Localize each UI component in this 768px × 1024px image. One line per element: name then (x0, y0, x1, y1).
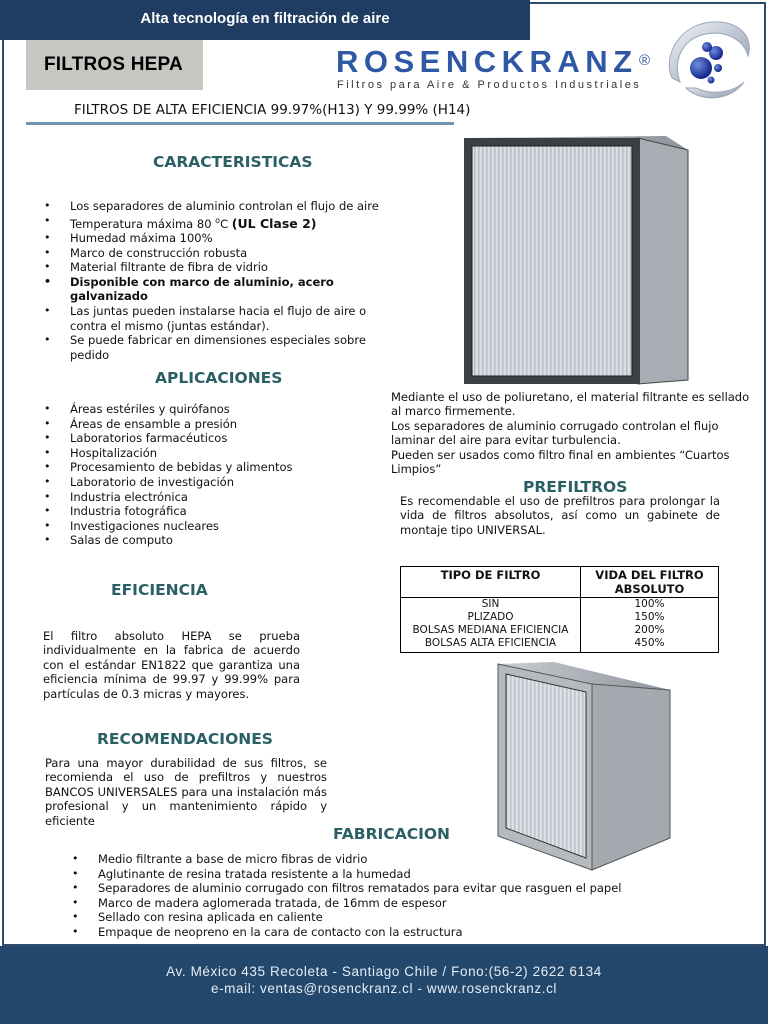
temp-unit: C (220, 216, 229, 231)
caracteristicas-list (44, 199, 404, 362)
list-item: • Las juntas pueden instalarse hacia el flujo de aire o contra el mismo (juntas estándar). (44, 304, 384, 333)
hepa-filter-photo-icon (494, 660, 672, 872)
list-item: • Aglutinante de resina tratada resistente a la humedad (72, 867, 692, 882)
table-cell: 100% (581, 598, 719, 612)
list-item: • Investigaciones nucleares (44, 519, 364, 534)
list-item: • Marco de construcción robusta (44, 246, 404, 261)
table-cell: SIN (481, 598, 500, 610)
list-item: • Industria electrónica (44, 490, 364, 505)
list-item (44, 214, 404, 231)
table-cell: 200% (581, 624, 719, 637)
heading-aplicaciones: APLICACIONES (155, 369, 283, 387)
heading-fabricacion: FABRICACION (333, 825, 450, 843)
footer (0, 946, 768, 1024)
rosenckranz-logo-icon (660, 16, 756, 108)
list-item: • Salas de computo (44, 533, 364, 548)
product-title: FILTROS HEPA (44, 54, 183, 75)
heading-eficiencia: EFICIENCIA (111, 581, 208, 599)
list-item: • Laboratorios farmacéuticos (44, 431, 364, 446)
footer-contact: e-mail: ventas@rosenckranz.cl - www.rosenckranz.cl (210, 981, 558, 996)
registered-mark: ® (639, 52, 651, 69)
product-title-box (26, 40, 203, 90)
fabricacion-list (72, 852, 692, 940)
degree-sup: o (215, 215, 221, 225)
table-cell: BOLSAS ALTA EFICIENCIA (424, 637, 557, 649)
list-item: • Disponible con marco de aluminio, acero galvanizado (44, 275, 364, 304)
list-item: • Se puede fabricar en dimensiones especiales sobre pedido (44, 333, 384, 362)
aplicaciones-list (44, 402, 364, 548)
heading-recomendaciones: RECOMENDACIONES (97, 730, 273, 748)
list-item: • Sellado con resina aplicada en caliente (72, 910, 692, 925)
subtitle: FILTROS DE ALTA EFICIENCIA 99.97%(H13) Y 99.99% (H14) (74, 102, 471, 118)
table-row (401, 598, 719, 612)
brand-name: ROSENCKRANZ (336, 44, 638, 79)
list-item: • Áreas de ensamble a presión (44, 417, 364, 432)
hepa-filter-photo-icon (462, 134, 690, 386)
heading-caracteristicas: CARACTERISTICAS (153, 153, 313, 171)
table-header-vida: VIDA DEL FILTRO ABSOLUTO (581, 567, 719, 598)
list-item: • Empaque de neopreno en la cara de contacto con la estructura (72, 925, 692, 940)
table-cell: 150% (581, 611, 719, 624)
list-item: • Hospitalización (44, 446, 364, 461)
table-row (401, 611, 719, 624)
footer-address: Av. México 435 Recoleta - Santiago Chile / Fono:(56-2) 2622 6134 (166, 964, 602, 979)
table-header-tipo: TIPO DE FILTRO (401, 567, 581, 598)
table-row (401, 637, 719, 653)
list-item: • Humedad máxima 100% (44, 231, 404, 246)
table-cell: PLIZADO (467, 611, 514, 623)
list-item-text: Temperatura máxima 80 (70, 216, 216, 231)
recomendaciones-text: Para una mayor durabilidad de sus filtros, se recomienda el uso de prefiltros y nuestros BANCOS UNIVERSALES para una instalación más profesional y un mantenimiento rápido y eficiente (45, 756, 327, 828)
prefiltros-table (400, 566, 719, 653)
list-item: • Laboratorio de investigación (44, 475, 364, 490)
brand-tagline: Filtros para Aire & Productos Industriales (337, 79, 642, 91)
list-item: • Medio filtrante a base de micro fibras de vidrio (72, 852, 692, 867)
table-cell: BOLSAS MEDIANA EFICIENCIA (412, 624, 569, 636)
list-item: • Marco de madera aglomerada tratada, de 16mm de espesor (72, 896, 692, 911)
material-description: Mediante el uso de poliuretano, el material filtrante es sellado al marco firmemente. Los separadores de aluminio corrugado controlan el flujo laminar del aire para evitar turbulencia. Pueden ser usados como filtro final en ambientes “Cuartos Limpios” (391, 390, 750, 477)
table-row (401, 624, 719, 637)
list-item: • Áreas estériles y quirófanos (44, 402, 364, 417)
list-item: • Industria fotográfica (44, 504, 364, 519)
list-item: • Los separadores de aluminio controlan el flujo de aire (44, 199, 404, 214)
list-item: • Separadores de aluminio corrugado con filtros rematados para evitar que rasguen el papel (72, 881, 692, 896)
table-cell: 450% (581, 637, 719, 653)
ul-class: (UL Clase 2) (231, 215, 317, 231)
eficiencia-text: El filtro absoluto HEPA se prueba individualmente en la fabrica de acuerdo con el estándar EN1822 que garantiza una eficiencia mínima de 99.97 y 99.99% para partículas de 0.3 micras y mayores. (43, 629, 300, 701)
list-item: • Material filtrante de fibra de vidrio (44, 260, 404, 275)
list-item: • Procesamiento de bebidas y alimentos (44, 460, 364, 475)
banner-text: Alta tecnología en filtración de aire (140, 10, 390, 27)
table-header-row (401, 567, 719, 598)
header-divider (26, 122, 454, 125)
prefiltros-text: Es recomendable el uso de prefiltros para prolongar la vida de filtros absolutos, así como un gabinete de montaje tipo UNIVERSAL. (400, 494, 720, 537)
heading-prefiltros: PREFILTROS (523, 478, 628, 496)
top-banner (0, 0, 530, 40)
